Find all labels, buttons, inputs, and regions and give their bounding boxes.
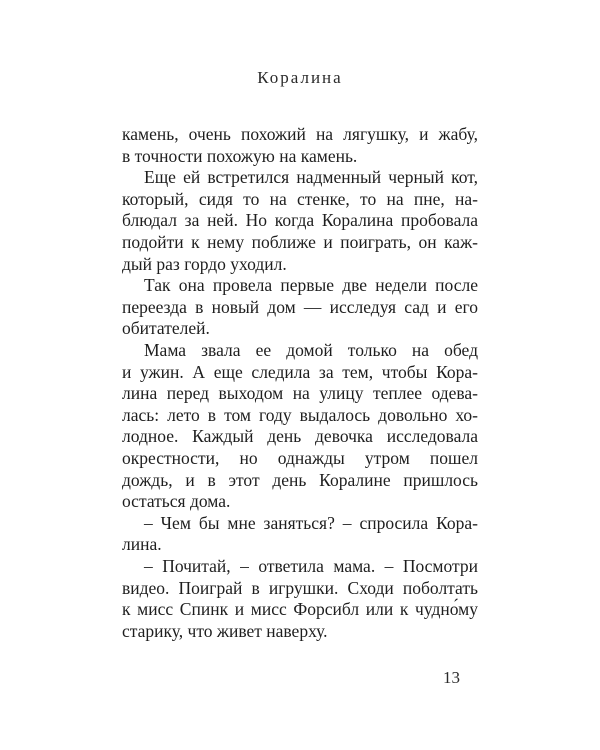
- text-line: лась: лето в том году выдалось довольно хо-: [122, 404, 478, 425]
- text-line: Мама звала ее домой только на обед: [144, 340, 478, 360]
- text-line: подойти к нему поближе и поиграть, он каж-: [122, 232, 478, 252]
- page-number: 13: [443, 668, 460, 687]
- text-line: лина.: [122, 534, 162, 555]
- text-line: переезда в новый дом — исследуя сад и его: [122, 296, 478, 317]
- text-line: остаться дома.: [122, 491, 231, 512]
- text-line: дождь, и в этот день Коралине пришлось: [122, 469, 478, 490]
- text-line: Еще ей встретился надменный черный кот,: [144, 167, 478, 188]
- text-line: видео. Поиграй в игрушки. Сходи поболтать: [122, 577, 478, 598]
- text-line: Так она провела первые две недели после: [144, 275, 478, 296]
- text-line: камень, очень похожий на лягушку, и жабу,: [122, 124, 478, 144]
- text-line: окрестности, но однажды утром пошел: [122, 448, 478, 468]
- text-line: блюдал за ней. Но когда Коралина пробовала: [122, 210, 478, 231]
- text-line: который, сидя то на стенке, то на пне, на-: [122, 188, 478, 209]
- text-line: лина перед выходом на улицу теплее одева-: [122, 383, 478, 404]
- text-line: к мисс Спинк и мисс Форсибл или к чудно́му: [122, 599, 478, 620]
- text-line: в точности похожую на камень.: [122, 145, 358, 166]
- text-line: обитателей.: [122, 318, 210, 339]
- text-line: – Чем бы мне заняться? – спросила Кора-: [144, 512, 478, 533]
- running-title: Коралина: [257, 68, 343, 87]
- text-line: старику, что живет наверху.: [122, 620, 328, 641]
- text-line: и ужин. А еще следила за тем, чтобы Кора-: [122, 361, 478, 382]
- text-line: лодное. Каждый день девочка исследовала: [122, 426, 478, 447]
- text-line: дый раз гордо уходил.: [122, 253, 287, 274]
- text-line: – Почитай, – ответила мама. – Посмотри: [144, 556, 478, 576]
